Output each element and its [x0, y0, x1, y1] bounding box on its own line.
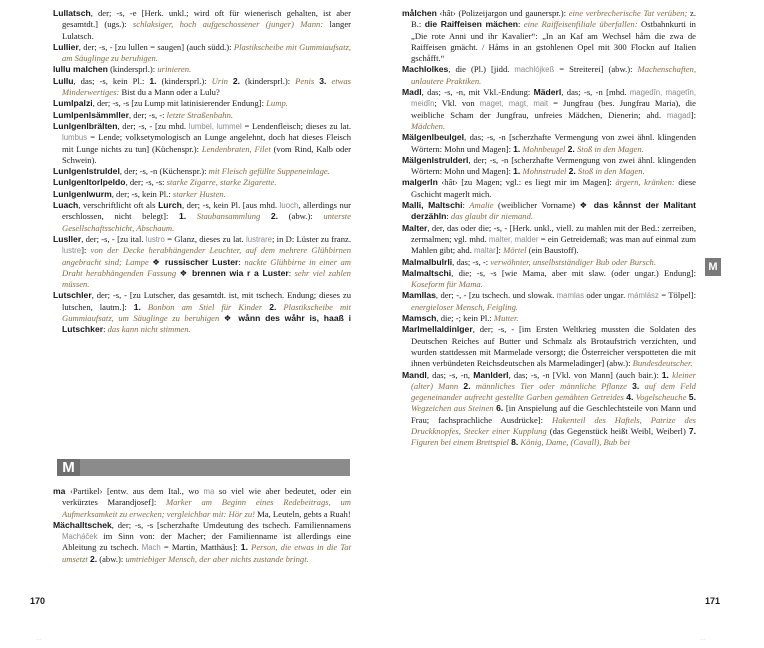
entry-text: , die; -; kein Pl.: [436, 313, 494, 324]
entry-text: : [288, 267, 295, 278]
entry-headword: ma [53, 486, 66, 496]
page-number-right: 171 [705, 596, 721, 606]
entry-text: Urin [211, 75, 228, 86]
entry-text: Mutter. [493, 313, 519, 324]
entry-headword: målchen [402, 8, 437, 18]
entry-text: (weiblicher Vorname) ❖ [493, 200, 594, 211]
footer-mark-right: ... [700, 636, 706, 642]
footer-mark-left: ... [36, 636, 42, 642]
entry-text: starke Zigarre, starke Zigarette. [166, 177, 277, 188]
entry-text: energieloser Mensch, Feigling. [411, 301, 519, 312]
entry-text: Plastikscheibe mit Gummiaufsatz, am Säuglinge zu beruhigen. [62, 41, 351, 64]
entry-headword: Mamsch [402, 313, 437, 324]
entry-text: , das; -s, -n, mit Vkl.-Endung: [421, 87, 534, 98]
entry-headword: 2. [269, 301, 277, 312]
entry-text: , das; -s, -n [scherzhafte Vermengung von zwei ähnl. klingenden Wörtern: Mohn und Magen]: [411, 132, 696, 154]
entry-text: Macháček [62, 532, 98, 542]
entry-text: magad [666, 110, 691, 120]
entry-headword: Lunlgenlwurm [53, 188, 112, 199]
entry-headword: Mamllas [402, 290, 436, 301]
entry-text: malter, malder [488, 234, 539, 244]
entry-headword: 2. [463, 380, 471, 391]
entry-text: Wegzeichen aus Steinen [411, 403, 494, 414]
entry-text: (vom Rind, Kalb oder Schwein). [62, 143, 351, 165]
dictionary-entry [402, 200, 696, 223]
entry-text: Staubansammlung [196, 211, 261, 222]
entry-text: Bonbon am Stiel für Kinder [147, 301, 263, 312]
entry-text: = Tölpel]: [658, 290, 696, 301]
entry-text: Lump. [266, 98, 288, 109]
entry-text: diese Gschicht magerlt mich. [411, 177, 696, 199]
dictionary-entry [53, 64, 351, 75]
entry-text: , der; -s, -n [scherzhafte Vermengung von zwei ähnl. klingenden Wörtern: Mohn und Magen]: [411, 154, 696, 177]
dictionary-entry [53, 8, 351, 42]
entry-text: sehr viel zahlen müssen. [62, 267, 351, 290]
entry-text: , der; -s, -e [Herk. unkl.; wird oft für wienerisch gehalten, ist aber gesamtdt.] (ugs.): [62, 8, 351, 30]
entry-text: mit Fleisch gefüllte Suppeneinlage. [208, 166, 330, 177]
entry-headword: Mäderl [533, 87, 562, 98]
entry-text: = Martin, Matthäus]: [160, 542, 241, 553]
entry-text: ‹hât› (Polizeijargon und gaunerspr.): [436, 8, 569, 18]
entry-text: etwas Minderwertiges: [62, 75, 352, 98]
entry-headword: Lullu [53, 75, 74, 86]
entry-text: brennen wia r a Luster [192, 267, 289, 278]
entry-text: , der; -s, -s: [125, 177, 167, 188]
section-header-bar [57, 459, 350, 476]
entry-headword: 1. [661, 369, 669, 380]
dictionary-entry [53, 520, 351, 565]
entry-text: , der, das oder die; -s, - [Herk. unkl., viell. zu mahlen mit der Bed.: zerreiben, zermalmen; vgl. mhd. [411, 222, 696, 244]
entry-text: König, Dame, (Cavall), Bub bei [520, 437, 630, 448]
entry-headword: 2. [270, 211, 279, 222]
entry-text: lumbus [62, 133, 88, 143]
entry-text: , die (Pl.) [jidd. [448, 64, 515, 75]
entry-text: starker Husten. [172, 188, 226, 199]
entry-text: Vogelscheuche [635, 392, 687, 403]
entry-text: maltar [474, 246, 496, 256]
entry-text: Person, die etwas in die Tat umsetzt [62, 542, 351, 564]
entry-headword: Marlmellaldinlger [402, 324, 473, 335]
entry-text: , der; -s, -s [zu Lump mit latinisierender Endung]: [92, 98, 267, 109]
dictionary-entry [53, 234, 351, 290]
entry-text: = Lendenfleisch; dieses zu lat. [241, 120, 351, 131]
entry-headword: 7. [688, 425, 696, 436]
entry-headword: 3. [632, 380, 640, 391]
entry-text: das glaubt dir niemand. [450, 211, 534, 222]
entry-headword: Lullier [53, 41, 79, 52]
entry-text: ärgern, kränken: [615, 177, 675, 188]
entry-text: , das; -s, -n, [426, 369, 474, 380]
entry-headword: 6. [496, 403, 504, 414]
dictionary-entry [402, 223, 696, 257]
entry-text: Mach [141, 543, 161, 553]
entry-headword: Lumlpalzi [53, 98, 93, 109]
entry-headword: 1. [133, 301, 141, 312]
entry-text: , der; -s, - [zu mhd. [117, 120, 189, 131]
dictionary-entry [402, 87, 696, 132]
entry-text: , der; -s, -: [128, 109, 167, 120]
entry-headword: Malmalbulrli [402, 256, 453, 267]
dictionary-entry [53, 76, 351, 99]
entry-text: ❖ [176, 267, 193, 278]
entry-text: Stoß in den Magen. [576, 143, 644, 154]
entry-text: ; Vkl. von [434, 98, 480, 109]
entry-headword: 1. [240, 542, 248, 553]
entry-text: ❖ [148, 256, 165, 267]
entry-text: Penis [295, 75, 315, 86]
entry-headword: 3. [319, 75, 327, 86]
entry-text: ma [203, 487, 215, 496]
entry-text: luoch [279, 201, 299, 211]
entry-headword: Malli, Maltschi [402, 200, 463, 211]
entry-text: (das Gegenstück heißt Weibl, Weiberl) [546, 425, 689, 436]
entry-headword: 1. [513, 166, 521, 177]
entry-text: Lendenbraten, Filet [201, 143, 271, 154]
entry-text [141, 302, 148, 312]
entry-text: Mohnbeugel [522, 143, 566, 154]
entry-text: , der; -s, -n (Küchenspr.): [119, 166, 209, 177]
entry-text: , der; -s, - [zu lullen = saugen] (auch südd.): [78, 41, 234, 52]
entry-text: lustrare [246, 234, 272, 244]
entry-text: Amalie [469, 200, 494, 211]
entry-text [186, 211, 197, 221]
entry-headword: 2. [232, 75, 241, 86]
entry-text: ‹hât› [zu Magen; vgl.: es liegt mir im Magen]: [437, 177, 616, 188]
dictionary-entry [53, 166, 351, 177]
entry-text: = Jungfrau (bes. Jungfrau Maria), die weibliche Scham der Jungfrau, unfreies Mädchen, Dienerin; ahd. [411, 98, 696, 120]
entry-text: = ein Getreidemaß; was man auf einmal zum Mahlen gibt; ahd. [411, 233, 696, 256]
entry-headword: Lunlgenltorlpeldo [53, 177, 126, 188]
entry-text: , der; -s, - [zu ital. [81, 233, 146, 244]
dictionary-entry [402, 64, 696, 87]
entry-text: (abw.): [97, 553, 126, 564]
entry-text: im Sinn von: der Macher; der Familienname ist allerdings eine Ableitung zu tschech. [62, 531, 351, 553]
entry-text: verwöhnter, unselbstständiger Bub oder Bursch. [490, 256, 656, 267]
entry-text: , der; -s, kein Pl. [aus mhd. [181, 200, 280, 211]
entry-text: eine verbrecherische Tat verüben; [568, 8, 688, 18]
entry-text: : [462, 200, 470, 211]
entry-headword: Malmaltschi [402, 267, 452, 278]
entry-text: (kindersprl.): [240, 75, 296, 86]
entry-text: ; in D: Lüster zu franz. [272, 233, 351, 244]
entry-text: lustro [145, 234, 165, 244]
entry-text: = Lende; volksetymologisch an Lunge angelehnt, doch hat dieses Fleisch mit Lunge nichts zu tun] (Küchenspr.): [62, 132, 351, 154]
entry-text: eine Raiffeisenfiliale überfallen: [523, 19, 638, 30]
entry-headword: 2. [568, 166, 576, 177]
entry-text: : [238, 256, 245, 267]
entry-text: ]: [495, 245, 504, 256]
entry-text: die Raiffeisen mächen [424, 19, 518, 30]
entry-text: Hakenteil des Haftels, Patrize des Druckknopfes, Stecker einer Kupplung [411, 414, 696, 436]
entry-text: russischer Luster [164, 256, 239, 267]
entry-headword: Malter [402, 222, 428, 233]
entry-headword: Mälgenlstrulderl [402, 154, 469, 165]
entry-text: das kann nicht stimmen. [107, 324, 191, 335]
entry-text: machlójkeß [514, 65, 555, 75]
entry-text: mámlász [627, 291, 659, 301]
dictionary-entry [402, 313, 696, 324]
right-column [402, 8, 696, 449]
entry-headword: 2. [567, 143, 575, 154]
dictionary-entry [53, 121, 351, 166]
entry-text: ❖ [219, 313, 239, 324]
dictionary-entry [402, 324, 696, 369]
entry-text: [in Anspielung auf die Geschlechtsteile von Mann und Frau; fachsprachliche Ausdrücke]: [411, 403, 697, 425]
entry-text: : [446, 211, 451, 222]
entry-text: Ma, Leuteln, gebts a Ruah! [255, 508, 351, 519]
entry-headword: Luach [53, 200, 79, 211]
m-section-entries [53, 486, 351, 565]
entry-text: = Streiterei] (abw.): [554, 64, 638, 75]
entry-text: von der Decke herabhängender Leuchter, auf dem mehrere Glühbirnen angebracht sind; Lampe [62, 245, 351, 267]
entry-text: auf dem Feld gegeneinander aufrecht gestellte Garben gemähten Getreides [411, 380, 696, 403]
entry-text: umtriebiger Mensch, der aber nichts zustande bringt. [125, 553, 309, 564]
entry-text: = Glanz, dieses zu lat. [164, 233, 246, 244]
left-column [53, 8, 351, 336]
entry-headword: Manlderl [473, 369, 509, 380]
entry-text: urinieren. [157, 64, 192, 75]
entry-text: Bundesdeutscher. [632, 358, 693, 369]
entry-text: langer Lulatsch. [62, 19, 351, 41]
entry-headword: 1. [513, 143, 521, 154]
entry-text: , die; -s, -s [wie Mama, aber mit slaw. (oder ungar.) Endung]: [451, 267, 696, 278]
entry-text: z. B.: [411, 8, 696, 30]
entry-text: (abw.): [278, 211, 324, 222]
entry-text: letzte Straßenbahn. [166, 109, 234, 120]
entry-text: männliches Tier oder männliche Pflanze [475, 380, 627, 391]
entry-text: nackte Glühbirne in einer am Draht herabhängenden Fassung [62, 256, 351, 278]
entry-text: so viel wie aber bedeutet, oder ein verkürztes Marandjosef]: [62, 486, 351, 508]
entry-headword: Lunlgenlstruldel [53, 166, 120, 177]
entry-text: : [518, 19, 524, 30]
dictionary-entry [402, 155, 696, 178]
entry-text: das kånnst der Malitant derzähln [411, 200, 697, 222]
entry-text: wånn des wåhr is, haaß i Lutschker [62, 313, 351, 335]
entry-text: Bist du a Mann oder a Lulu? [119, 87, 220, 98]
entry-text: , der; -s, - [zu Lutscher, das gesamtdt. ist, mit tschech. Endung; dieses zu lutschen, lautm.]: [62, 290, 351, 312]
entry-text: , der; -s, - [im Ersten Weltkrieg mussten die Soldaten des Deutschen Reiches auf Butter und Schmalz als Brotaufstrich verzichten, und wurden stattdessen mit Marmelade versorgt; die Österreicher verspotteten die mit ihnen verbündeten Reichsdeutschen als Marmeladinger] (abw.): [411, 324, 696, 369]
entry-text: , der; -, - [zu tschech. und slowak. [435, 290, 557, 301]
entry-text: Stoß in den Magen. [577, 166, 645, 177]
entry-headword: Mächalltschek [53, 519, 112, 530]
entry-text: ]: [690, 109, 696, 120]
entry-text: Mohnstrudel [522, 166, 567, 177]
entry-headword: Lurch [158, 200, 182, 211]
entry-text [260, 211, 271, 221]
dictionary-entry [53, 177, 351, 188]
dictionary-entry [402, 8, 696, 64]
entry-headword: 8. [511, 437, 519, 448]
entry-text: magedîn, magetîn, meidîn [411, 88, 697, 109]
entry-text: Mädchen. [411, 120, 446, 131]
entry-text: (kindersprl.): [107, 64, 158, 75]
entry-text: oder ungar. [583, 290, 628, 301]
entry-text: Ostbahnkurti in „Die rote Anni und ihr Kavalier“: „In an Kaf am Wechsel håm die zwa de Raiffeisen gmächt. / Håms in an gstohlenen Opel mit 300 Flockn auf Italien gschåfft.“ [411, 19, 696, 64]
entry-headword: Mälgenlbeulgel [402, 132, 465, 143]
entry-headword: 1. [179, 211, 187, 222]
entry-text: Mörtel [503, 245, 527, 256]
section-letter: M [57, 459, 80, 476]
entry-text: schlaksiger, hoch aufgeschossener (junger) Mann: [132, 19, 324, 30]
dictionary-entry [402, 290, 696, 313]
dictionary-entry [402, 370, 696, 449]
entry-headword: Machlolkes [402, 64, 449, 75]
entry-headword: 5. [688, 392, 696, 403]
entry-text: , der; -s, kein Pl.: [111, 188, 173, 199]
entry-headword: Lutschler [53, 290, 92, 301]
entry-text: , verschriftlicht oft als [78, 200, 159, 211]
entry-text: ]: [81, 245, 91, 256]
page-number-left: 170 [30, 596, 46, 606]
entry-text: unterste Gesellschaftsschicht, Abschaum. [62, 211, 351, 233]
entry-headword: 4. [626, 392, 634, 403]
entry-headword: Lullatsch [53, 8, 91, 18]
entry-text: Machenschaften, unlautere Praktiken. [411, 64, 696, 86]
entry-text: (ein Baustoff). [526, 245, 579, 256]
entry-text: Koseform für Mama. [411, 279, 483, 290]
entry-headword: Lunlgenlbrälten [53, 120, 118, 131]
entry-headword: Mandl [402, 369, 427, 380]
entry-headword: 2. [89, 553, 98, 564]
entry-headword: Madl [402, 87, 422, 98]
entry-text: , das; -s, -n [Vkl. von Mann] (auch bair.): [508, 369, 662, 380]
entry-text: , das; -s, -n [mhd. [561, 87, 630, 98]
dictionary-entry [53, 200, 351, 234]
entry-headword: Lusller [53, 233, 82, 244]
entry-text: lumbel, lummel [188, 121, 242, 131]
dictionary-entry [53, 290, 351, 335]
dictionary-entry [402, 177, 696, 200]
dictionary-entry [402, 268, 696, 291]
entry-text: Figuren bei einem Brettspiel [411, 437, 509, 448]
entry-text: (kindersprl.): [156, 75, 212, 86]
dictionary-entry [53, 42, 351, 65]
thumb-index-tab: M [705, 258, 721, 276]
entry-text: , der; -s, -s [scherzhafte Umdeutung des tschech. Familiennamens [111, 519, 351, 530]
entry-headword: 1. [149, 75, 157, 86]
entry-headword: malgerln [402, 177, 438, 188]
dictionary-entry [53, 110, 351, 121]
dictionary-entry [53, 189, 351, 200]
entry-text: mamlas [556, 291, 584, 301]
entry-text: , das; -s, -: [452, 256, 491, 267]
entry-text: , das; -s, kein Pl.: [73, 75, 150, 86]
entry-text: lustre [62, 246, 82, 256]
entry-text: , allerdings nur erschlossen, nicht belegt]: [62, 200, 351, 222]
entry-headword: lullu malchen [53, 64, 108, 75]
dictionary-entry [402, 257, 696, 268]
entry-headword: Lumlpenlsämmller [53, 109, 129, 120]
entry-text: maget, magt, mait [479, 99, 549, 109]
dictionary-entry [53, 486, 351, 520]
entry-text: kleiner (alter) Mann [411, 369, 696, 391]
dictionary-entry [53, 98, 351, 109]
entry-text: Marker am Beginn eines Redebeitrags, um Aufmerksamkeit zu erwecken; vergleichbar mit: Hör zu! [62, 497, 351, 519]
entry-text: : [103, 324, 108, 335]
entry-text: ‹Partikel› [entw. aus dem Ital., wo [65, 486, 204, 496]
dictionary-entry [402, 132, 696, 155]
entry-text: Plastikscheibe mit Gummiaufsatz, um Säuglinge zu beruhigen [62, 301, 351, 324]
